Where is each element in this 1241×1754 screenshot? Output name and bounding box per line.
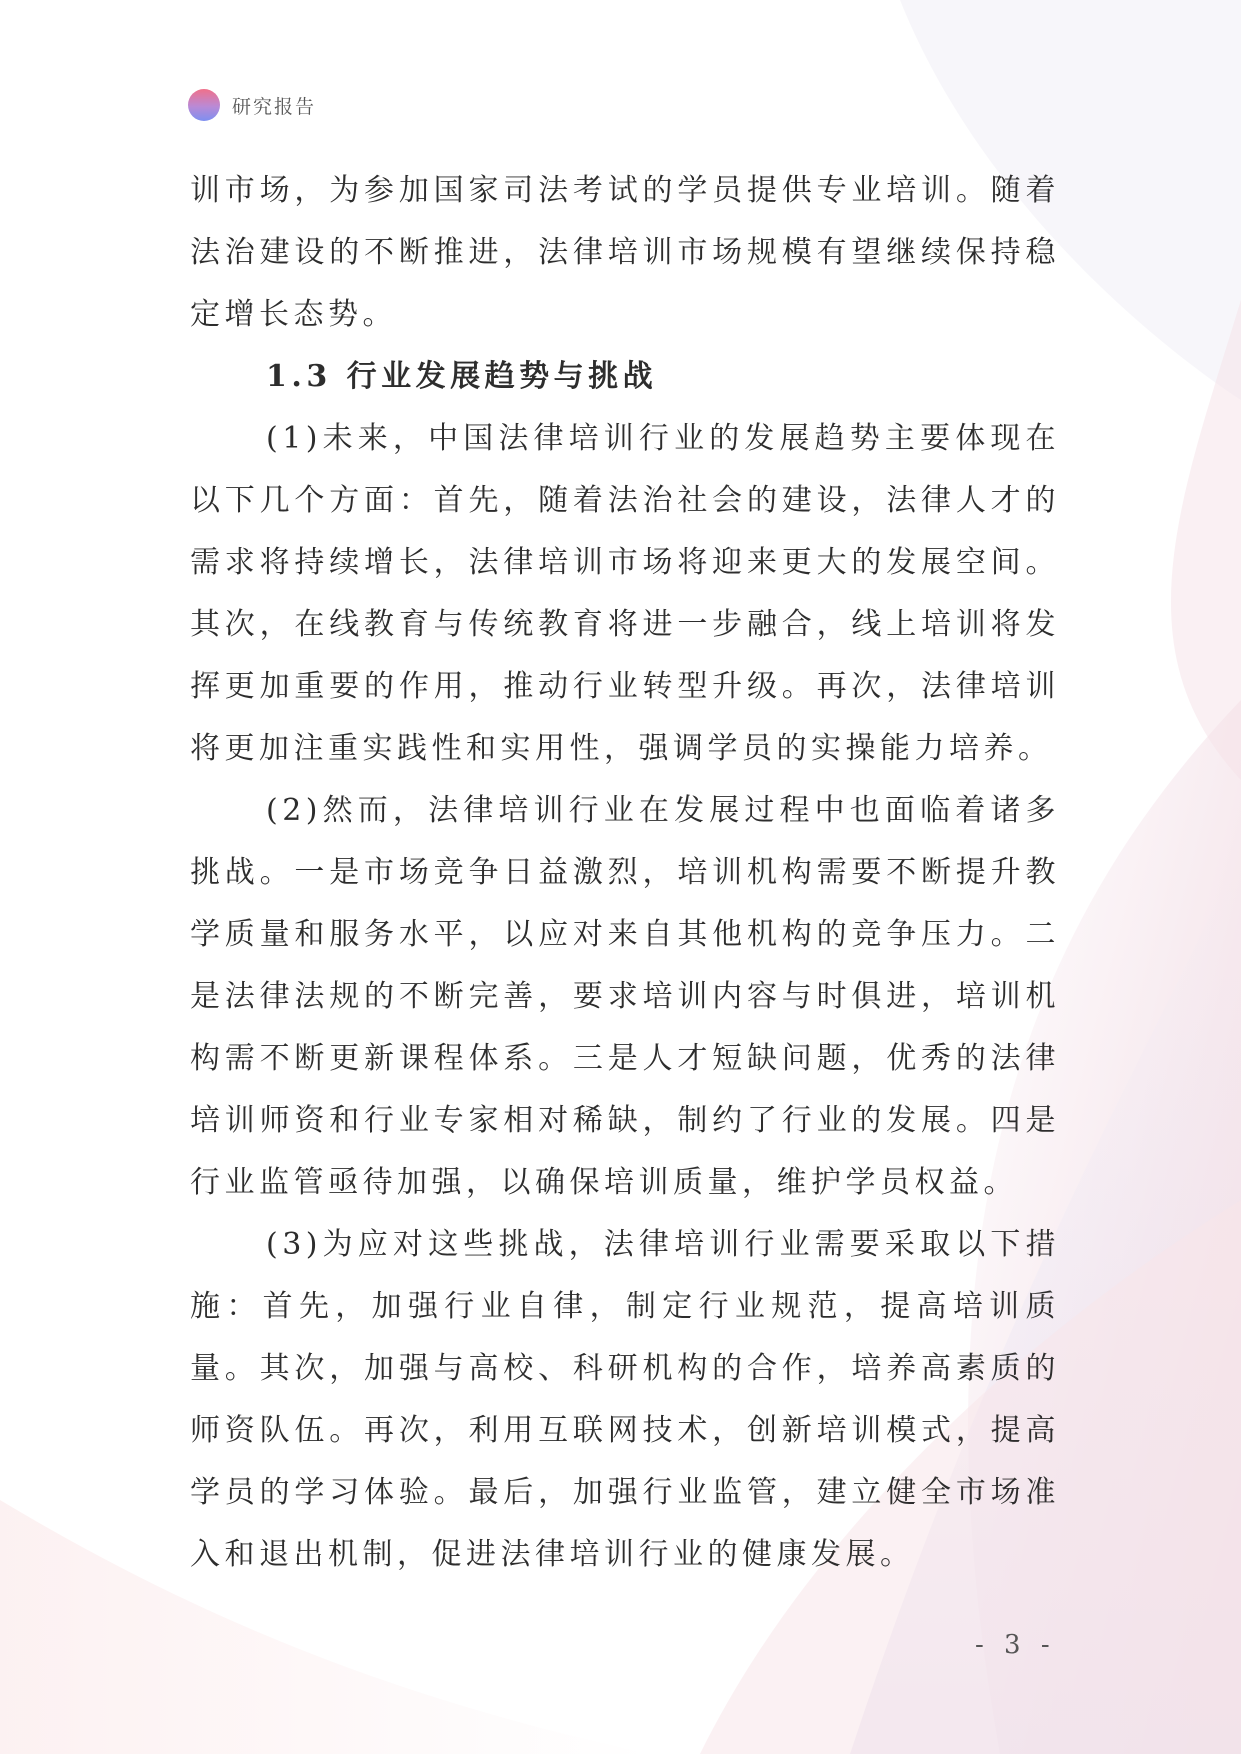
paragraph-continuation: 训市场，为参加国家司法考试的学员提供专业培训。随着法治建设的不断推进，法律培训市场规模有望继续保持稳定增长态势。 (190, 173, 1060, 332)
header-title: 研究报告 (232, 95, 317, 118)
section-heading: 1.3 行业发展趋势与挑战 (266, 359, 658, 394)
page-number: - 3 - (975, 1630, 1056, 1660)
paragraph-challenges: (2)然而，法律培训行业在发展过程中也面临着诸多挑战。一是市场竞争日益激烈，培训机构需要不断提升教学质量和服务水平，以应对来自其他机构的竞争压力。二是法律法规的不断完善，要求培训内容与时俱进，培训机构需不断更新课程体系。三是人才短缺问题，优秀的法律培训师资和行业专家相对稀缺，制约了行业的发展。四是行业监管亟待加强，以确保培训质量，维护学员权益。 (190, 793, 1060, 1200)
report-logo-icon (188, 89, 220, 121)
document-body (190, 160, 1060, 1586)
paragraph-measures: (3)为应对这些挑战，法律培训行业需要采取以下措施：首先，加强行业自律，制定行业规范，提高培训质量。其次，加强与高校、科研机构的合作，培养高素质的师资队伍。再次，利用互联网技术，创新培训模式，提高学员的学习体验。最后，加强行业监管，建立健全市场准入和退出机制，促进法律培训行业的健康发展。 (190, 1227, 1060, 1572)
paragraph-trends: (1)未来，中国法律培训行业的发展趋势主要体现在以下几个方面：首先，随着法治社会的建设，法律人才的需求将持续增长，法律培训市场将迎来更大的发展空间。其次，在线教育与传统教育将进一步融合，线上培训将发挥更加重要的作用，推动行业转型升级。再次，法律培训将更加注重实践性和实用性，强调学员的实操能力培养。 (190, 421, 1060, 766)
page-header (188, 89, 316, 121)
